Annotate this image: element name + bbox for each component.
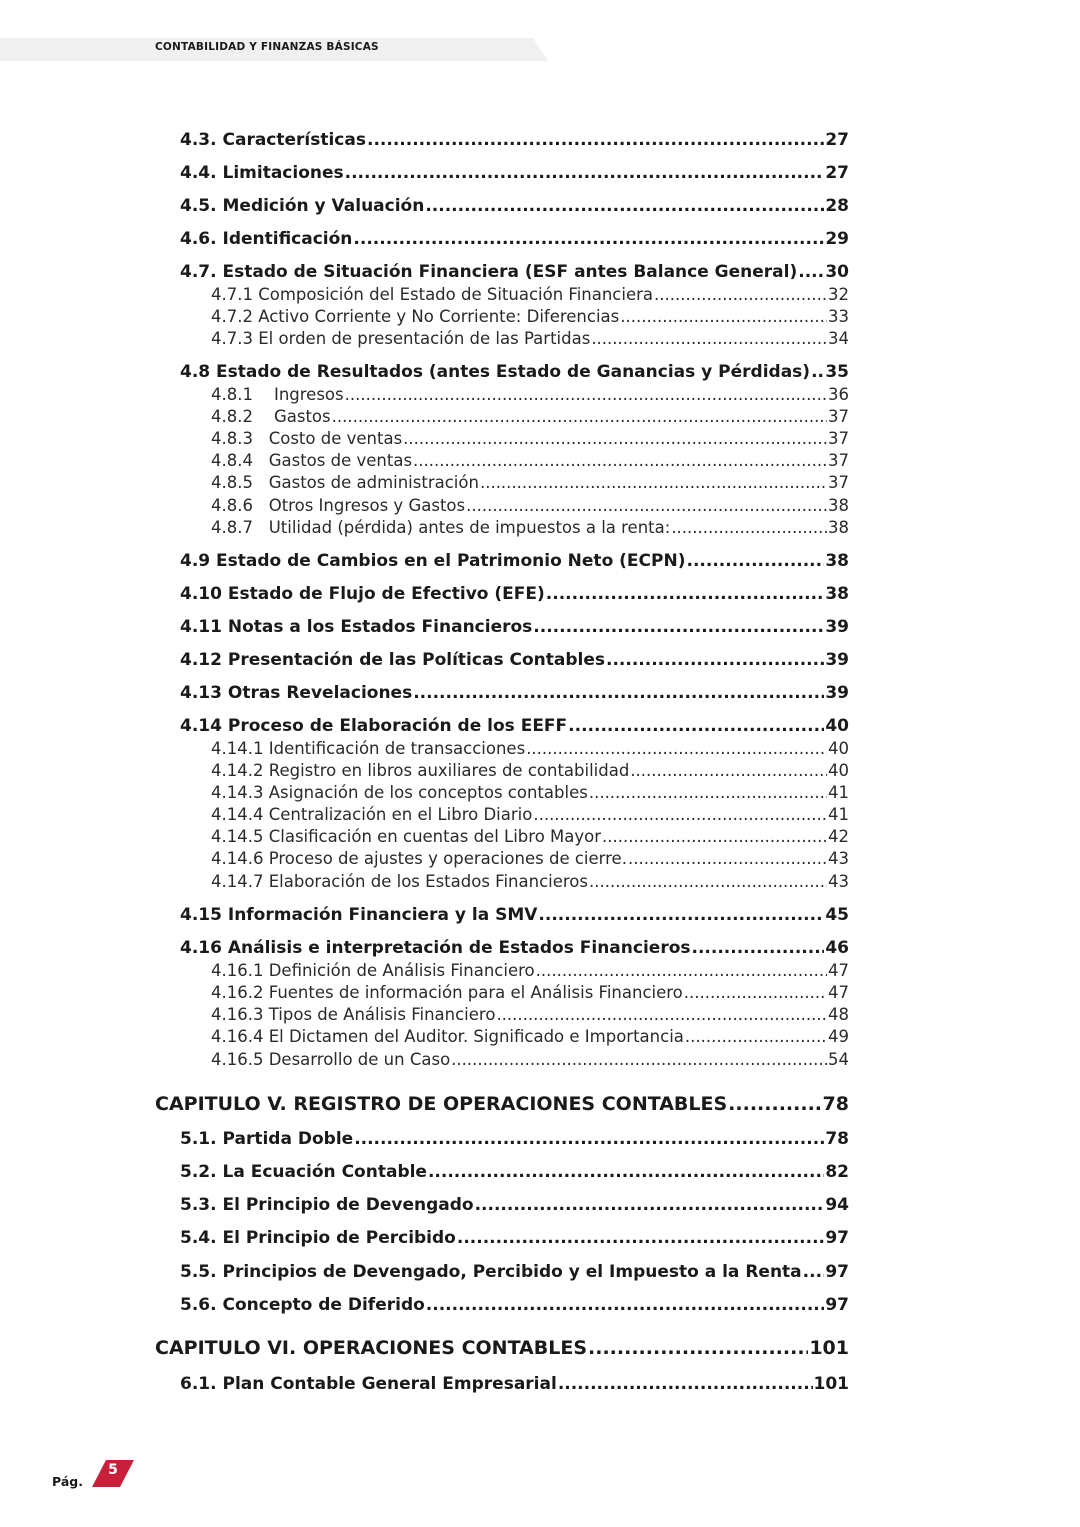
toc-entry bbox=[211, 429, 849, 448]
toc-dot-leader bbox=[533, 617, 824, 637]
toc-entry bbox=[180, 551, 849, 571]
toc-entry-page: 49 bbox=[828, 1027, 849, 1046]
toc-dot-leader bbox=[811, 362, 824, 382]
toc-entry-title: 4.11 Notas a los Estados Financieros bbox=[180, 617, 533, 637]
toc-entry-page: 38 bbox=[825, 584, 849, 604]
toc-dot-leader bbox=[546, 584, 825, 604]
toc-chapter-entry bbox=[155, 1337, 849, 1359]
toc-entry-title: 6.1. Plan Contable General Empresarial bbox=[180, 1374, 557, 1394]
toc-entry-title: 4.14.1 Identificación de transacciones bbox=[211, 739, 526, 758]
toc-entry-title: 4.6. Identificación bbox=[180, 229, 353, 249]
toc-entry bbox=[180, 716, 849, 736]
toc-entry-title: 4.8.7 Utilidad (pérdida) antes de impuestos a la renta: bbox=[211, 518, 671, 537]
toc-entry-page: 27 bbox=[825, 130, 849, 150]
toc-dot-leader bbox=[685, 1027, 827, 1046]
toc-dot-leader bbox=[367, 130, 824, 150]
toc-entry bbox=[180, 1295, 849, 1315]
toc-entry-page: 32 bbox=[828, 285, 849, 304]
toc-entry-title: 4.8.5 Gastos de administración bbox=[211, 473, 479, 492]
toc-entry-page: 97 bbox=[825, 1228, 849, 1248]
toc-entry bbox=[211, 783, 849, 802]
toc-entry-title: 4.5. Medición y Valuación bbox=[180, 196, 425, 216]
toc-entry-title: CAPITULO VI. OPERACIONES CONTABLES bbox=[155, 1337, 588, 1359]
toc-entry-title: 4.9 Estado de Cambios en el Patrimonio Neto (ECPN) bbox=[180, 551, 686, 571]
toc-entry bbox=[180, 584, 849, 604]
toc-entry bbox=[211, 385, 849, 404]
toc-dot-leader bbox=[588, 1337, 808, 1359]
toc-entry-page: 37 bbox=[828, 451, 849, 470]
toc-entry-title: 4.10 Estado de Flujo de Efectivo (EFE) bbox=[180, 584, 545, 604]
toc-dot-leader bbox=[628, 849, 827, 868]
toc-entry-page: 42 bbox=[828, 827, 849, 846]
toc-entry-page: 39 bbox=[825, 683, 849, 703]
toc-entry-title: 4.14.6 Proceso de ajustes y operaciones de cierre. bbox=[211, 849, 627, 868]
toc-chapter-entry bbox=[155, 1093, 849, 1115]
toc-dot-leader bbox=[354, 1129, 824, 1149]
toc-entry-title: 4.16.5 Desarrollo de un Caso bbox=[211, 1050, 451, 1069]
toc-entry-page: 38 bbox=[828, 518, 849, 537]
toc-entry-page: 43 bbox=[828, 872, 849, 891]
toc-entry-page: 47 bbox=[828, 961, 849, 980]
toc-entry-title: 4.8.4 Gastos de ventas bbox=[211, 451, 413, 470]
running-header-title: CONTABILIDAD Y FINANZAS BÁSICAS bbox=[155, 41, 379, 53]
toc-entry bbox=[211, 761, 849, 780]
toc-dot-leader bbox=[425, 196, 824, 216]
toc-dot-leader bbox=[606, 650, 824, 670]
toc-entry-title: 4.14 Proceso de Elaboración de los EEFF bbox=[180, 716, 568, 736]
toc-entry-page: 94 bbox=[825, 1195, 849, 1215]
toc-entry-title: 4.3. Características bbox=[180, 130, 366, 150]
toc-entry bbox=[180, 362, 849, 382]
toc-entry-title: 4.8.1 Ingresos bbox=[211, 385, 344, 404]
toc-entry bbox=[211, 451, 849, 470]
toc-dot-leader bbox=[403, 429, 827, 448]
toc-entry bbox=[211, 473, 849, 492]
toc-entry-title: 4.16.1 Definición de Análisis Financiero bbox=[211, 961, 535, 980]
toc-entry-title: 4.14.7 Elaboración de los Estados Financieros bbox=[211, 872, 588, 891]
toc-dot-leader bbox=[620, 307, 827, 326]
toc-entry-title: 4.16 Análisis e interpretación de Estados Financieros bbox=[180, 938, 691, 958]
toc-entry-page: 45 bbox=[825, 905, 849, 925]
toc-entry bbox=[180, 229, 849, 249]
toc-dot-leader bbox=[332, 407, 827, 426]
toc-dot-leader bbox=[803, 1262, 825, 1282]
toc-entry bbox=[211, 329, 849, 348]
toc-entry-page: 29 bbox=[825, 229, 849, 249]
toc-entry-page: 28 bbox=[825, 196, 849, 216]
toc-entry-page: 101 bbox=[813, 1374, 849, 1394]
toc-entry bbox=[180, 1195, 849, 1215]
toc-entry-page: 37 bbox=[828, 407, 849, 426]
toc-entry-title: 5.2. La Ecuación Contable bbox=[180, 1162, 427, 1182]
toc-entry-title: 4.16.3 Tipos de Análisis Financiero bbox=[211, 1005, 496, 1024]
toc-entry bbox=[211, 1005, 849, 1024]
toc-dot-leader bbox=[466, 496, 827, 515]
toc-dot-leader bbox=[457, 1228, 824, 1248]
toc-entry bbox=[180, 683, 849, 703]
toc-entry-title: 5.5. Principios de Devengado, Percibido y el Impuesto a la Renta bbox=[180, 1262, 802, 1282]
toc-dot-leader bbox=[428, 1162, 824, 1182]
toc-dot-leader bbox=[451, 1050, 827, 1069]
toc-entry bbox=[180, 163, 849, 183]
toc-entry bbox=[211, 827, 849, 846]
toc-entry-title: 4.7.1 Composición del Estado de Situación Financiera bbox=[211, 285, 654, 304]
page-label: Pág. bbox=[52, 1474, 83, 1489]
toc-dot-leader bbox=[728, 1093, 821, 1115]
toc-entry bbox=[211, 805, 849, 824]
toc-entry-title: 5.1. Partida Doble bbox=[180, 1129, 354, 1149]
toc-entry-page: 43 bbox=[828, 849, 849, 868]
toc-entry-title: 4.16.2 Fuentes de información para el Análisis Financiero bbox=[211, 983, 683, 1002]
toc-entry-title: 4.15 Información Financiera y la SMV bbox=[180, 905, 538, 925]
toc-entry-title: 4.8.6 Otros Ingresos y Gastos bbox=[211, 496, 466, 515]
toc-entry-page: 78 bbox=[822, 1093, 849, 1115]
toc-entry-title: CAPITULO V. REGISTRO DE OPERACIONES CONTABLES bbox=[155, 1093, 728, 1115]
toc-entry-page: 37 bbox=[828, 429, 849, 448]
toc-entry-title: 4.14.5 Clasificación en cuentas del Libro Mayor bbox=[211, 827, 602, 846]
toc-entry-page: 34 bbox=[828, 329, 849, 348]
toc-dot-leader bbox=[798, 262, 824, 282]
toc-entry-page: 40 bbox=[828, 739, 849, 758]
toc-dot-leader bbox=[413, 451, 827, 470]
toc-dot-leader bbox=[684, 983, 827, 1002]
toc-entry-title: 4.7. Estado de Situación Financiera (ESF antes Balance General) bbox=[180, 262, 798, 282]
toc-entry bbox=[211, 961, 849, 980]
toc-dot-leader bbox=[671, 518, 827, 537]
toc-entry bbox=[211, 849, 849, 868]
toc-entry-title: 4.4. Limitaciones bbox=[180, 163, 344, 183]
toc-entry bbox=[180, 1228, 849, 1248]
toc-entry bbox=[211, 1027, 849, 1046]
toc-entry bbox=[180, 617, 849, 637]
toc-entry-title: 4.8 Estado de Resultados (antes Estado de Ganancias y Pérdidas) bbox=[180, 362, 811, 382]
toc-dot-leader bbox=[496, 1005, 827, 1024]
toc-entry-page: 37 bbox=[828, 473, 849, 492]
toc-entry bbox=[211, 496, 849, 515]
toc-entry bbox=[211, 307, 849, 326]
toc-dot-leader bbox=[654, 285, 827, 304]
toc-dot-leader bbox=[602, 827, 827, 846]
toc-entry-title: 4.13 Otras Revelaciones bbox=[180, 683, 413, 703]
toc-dot-leader bbox=[475, 1195, 825, 1215]
toc-dot-leader bbox=[345, 163, 825, 183]
toc-entry bbox=[211, 872, 849, 891]
toc-dot-leader bbox=[480, 473, 827, 492]
page-number: 5 bbox=[108, 1462, 118, 1478]
toc-entry bbox=[211, 407, 849, 426]
toc-dot-leader bbox=[568, 716, 824, 736]
toc-entry bbox=[180, 130, 849, 150]
toc-entry bbox=[211, 518, 849, 537]
toc-dot-leader bbox=[558, 1374, 813, 1394]
toc-dot-leader bbox=[591, 329, 827, 348]
toc-entry bbox=[211, 983, 849, 1002]
toc-entry-page: 33 bbox=[828, 307, 849, 326]
toc-entry-page: 97 bbox=[825, 1262, 849, 1282]
toc-entry-title: 4.7.3 El orden de presentación de las Partidas bbox=[211, 329, 591, 348]
toc-entry bbox=[180, 1374, 849, 1394]
toc-dot-leader bbox=[692, 938, 825, 958]
toc-entry-page: 40 bbox=[825, 716, 849, 736]
toc-entry bbox=[180, 196, 849, 216]
toc-entry-page: 27 bbox=[825, 163, 849, 183]
toc-entry bbox=[180, 262, 849, 282]
toc-entry bbox=[180, 938, 849, 958]
toc-entry-page: 35 bbox=[825, 362, 849, 382]
toc-entry-title: 5.3. El Principio de Devengado bbox=[180, 1195, 474, 1215]
toc-dot-leader bbox=[686, 551, 824, 571]
toc-entry-page: 47 bbox=[828, 983, 849, 1002]
toc-entry bbox=[211, 285, 849, 304]
toc-entry-page: 38 bbox=[828, 496, 849, 515]
toc-entry-title: 4.8.3 Costo de ventas bbox=[211, 429, 403, 448]
toc-entry-page: 101 bbox=[809, 1337, 849, 1359]
toc-entry-page: 41 bbox=[828, 783, 849, 802]
toc-entry-title: 5.6. Concepto de Diferido bbox=[180, 1295, 425, 1315]
toc-entry bbox=[211, 1050, 849, 1069]
toc-entry-page: 48 bbox=[828, 1005, 849, 1024]
toc-dot-leader bbox=[353, 229, 824, 249]
toc-entry bbox=[180, 1162, 849, 1182]
toc-dot-leader bbox=[536, 961, 827, 980]
toc-entry-page: 78 bbox=[825, 1129, 849, 1149]
toc-entry bbox=[180, 905, 849, 925]
toc-dot-leader bbox=[533, 805, 827, 824]
toc-entry-page: 54 bbox=[828, 1050, 849, 1069]
toc-entry-title: 4.14.3 Asignación de los conceptos contables bbox=[211, 783, 588, 802]
toc-dot-leader bbox=[345, 385, 827, 404]
toc-entry-page: 36 bbox=[828, 385, 849, 404]
toc-entry-page: 38 bbox=[825, 551, 849, 571]
toc-entry bbox=[180, 1129, 849, 1149]
toc-entry bbox=[211, 739, 849, 758]
toc-entry bbox=[180, 650, 849, 670]
toc-entry-title: 4.14.2 Registro en libros auxiliares de contabilidad bbox=[211, 761, 630, 780]
toc-entry-page: 40 bbox=[828, 761, 849, 780]
toc-entry-page: 39 bbox=[825, 617, 849, 637]
toc-dot-leader bbox=[426, 1295, 825, 1315]
toc-entry-page: 97 bbox=[825, 1295, 849, 1315]
toc-dot-leader bbox=[630, 761, 827, 780]
toc-entry-title: 4.8.2 Gastos bbox=[211, 407, 331, 426]
toc-dot-leader bbox=[413, 683, 824, 703]
toc-entry-page: 30 bbox=[825, 262, 849, 282]
toc-entry-title: 4.12 Presentación de las Políticas Contables bbox=[180, 650, 605, 670]
toc-entry-title: 5.4. El Principio de Percibido bbox=[180, 1228, 456, 1248]
toc-entry-page: 82 bbox=[825, 1162, 849, 1182]
toc-dot-leader bbox=[526, 739, 827, 758]
toc-dot-leader bbox=[589, 872, 827, 891]
toc-entry-title: 4.16.4 El Dictamen del Auditor. Significado e Importancia bbox=[211, 1027, 684, 1046]
toc-entry bbox=[180, 1262, 849, 1282]
toc-entry-page: 46 bbox=[825, 938, 849, 958]
toc-entry-page: 41 bbox=[828, 805, 849, 824]
toc-entry-page: 39 bbox=[825, 650, 849, 670]
toc-dot-leader bbox=[538, 905, 824, 925]
toc-entry-title: 4.14.4 Centralización en el Libro Diario bbox=[211, 805, 533, 824]
toc-dot-leader bbox=[589, 783, 827, 802]
toc-entry-title: 4.7.2 Activo Corriente y No Corriente: Diferencias bbox=[211, 307, 620, 326]
